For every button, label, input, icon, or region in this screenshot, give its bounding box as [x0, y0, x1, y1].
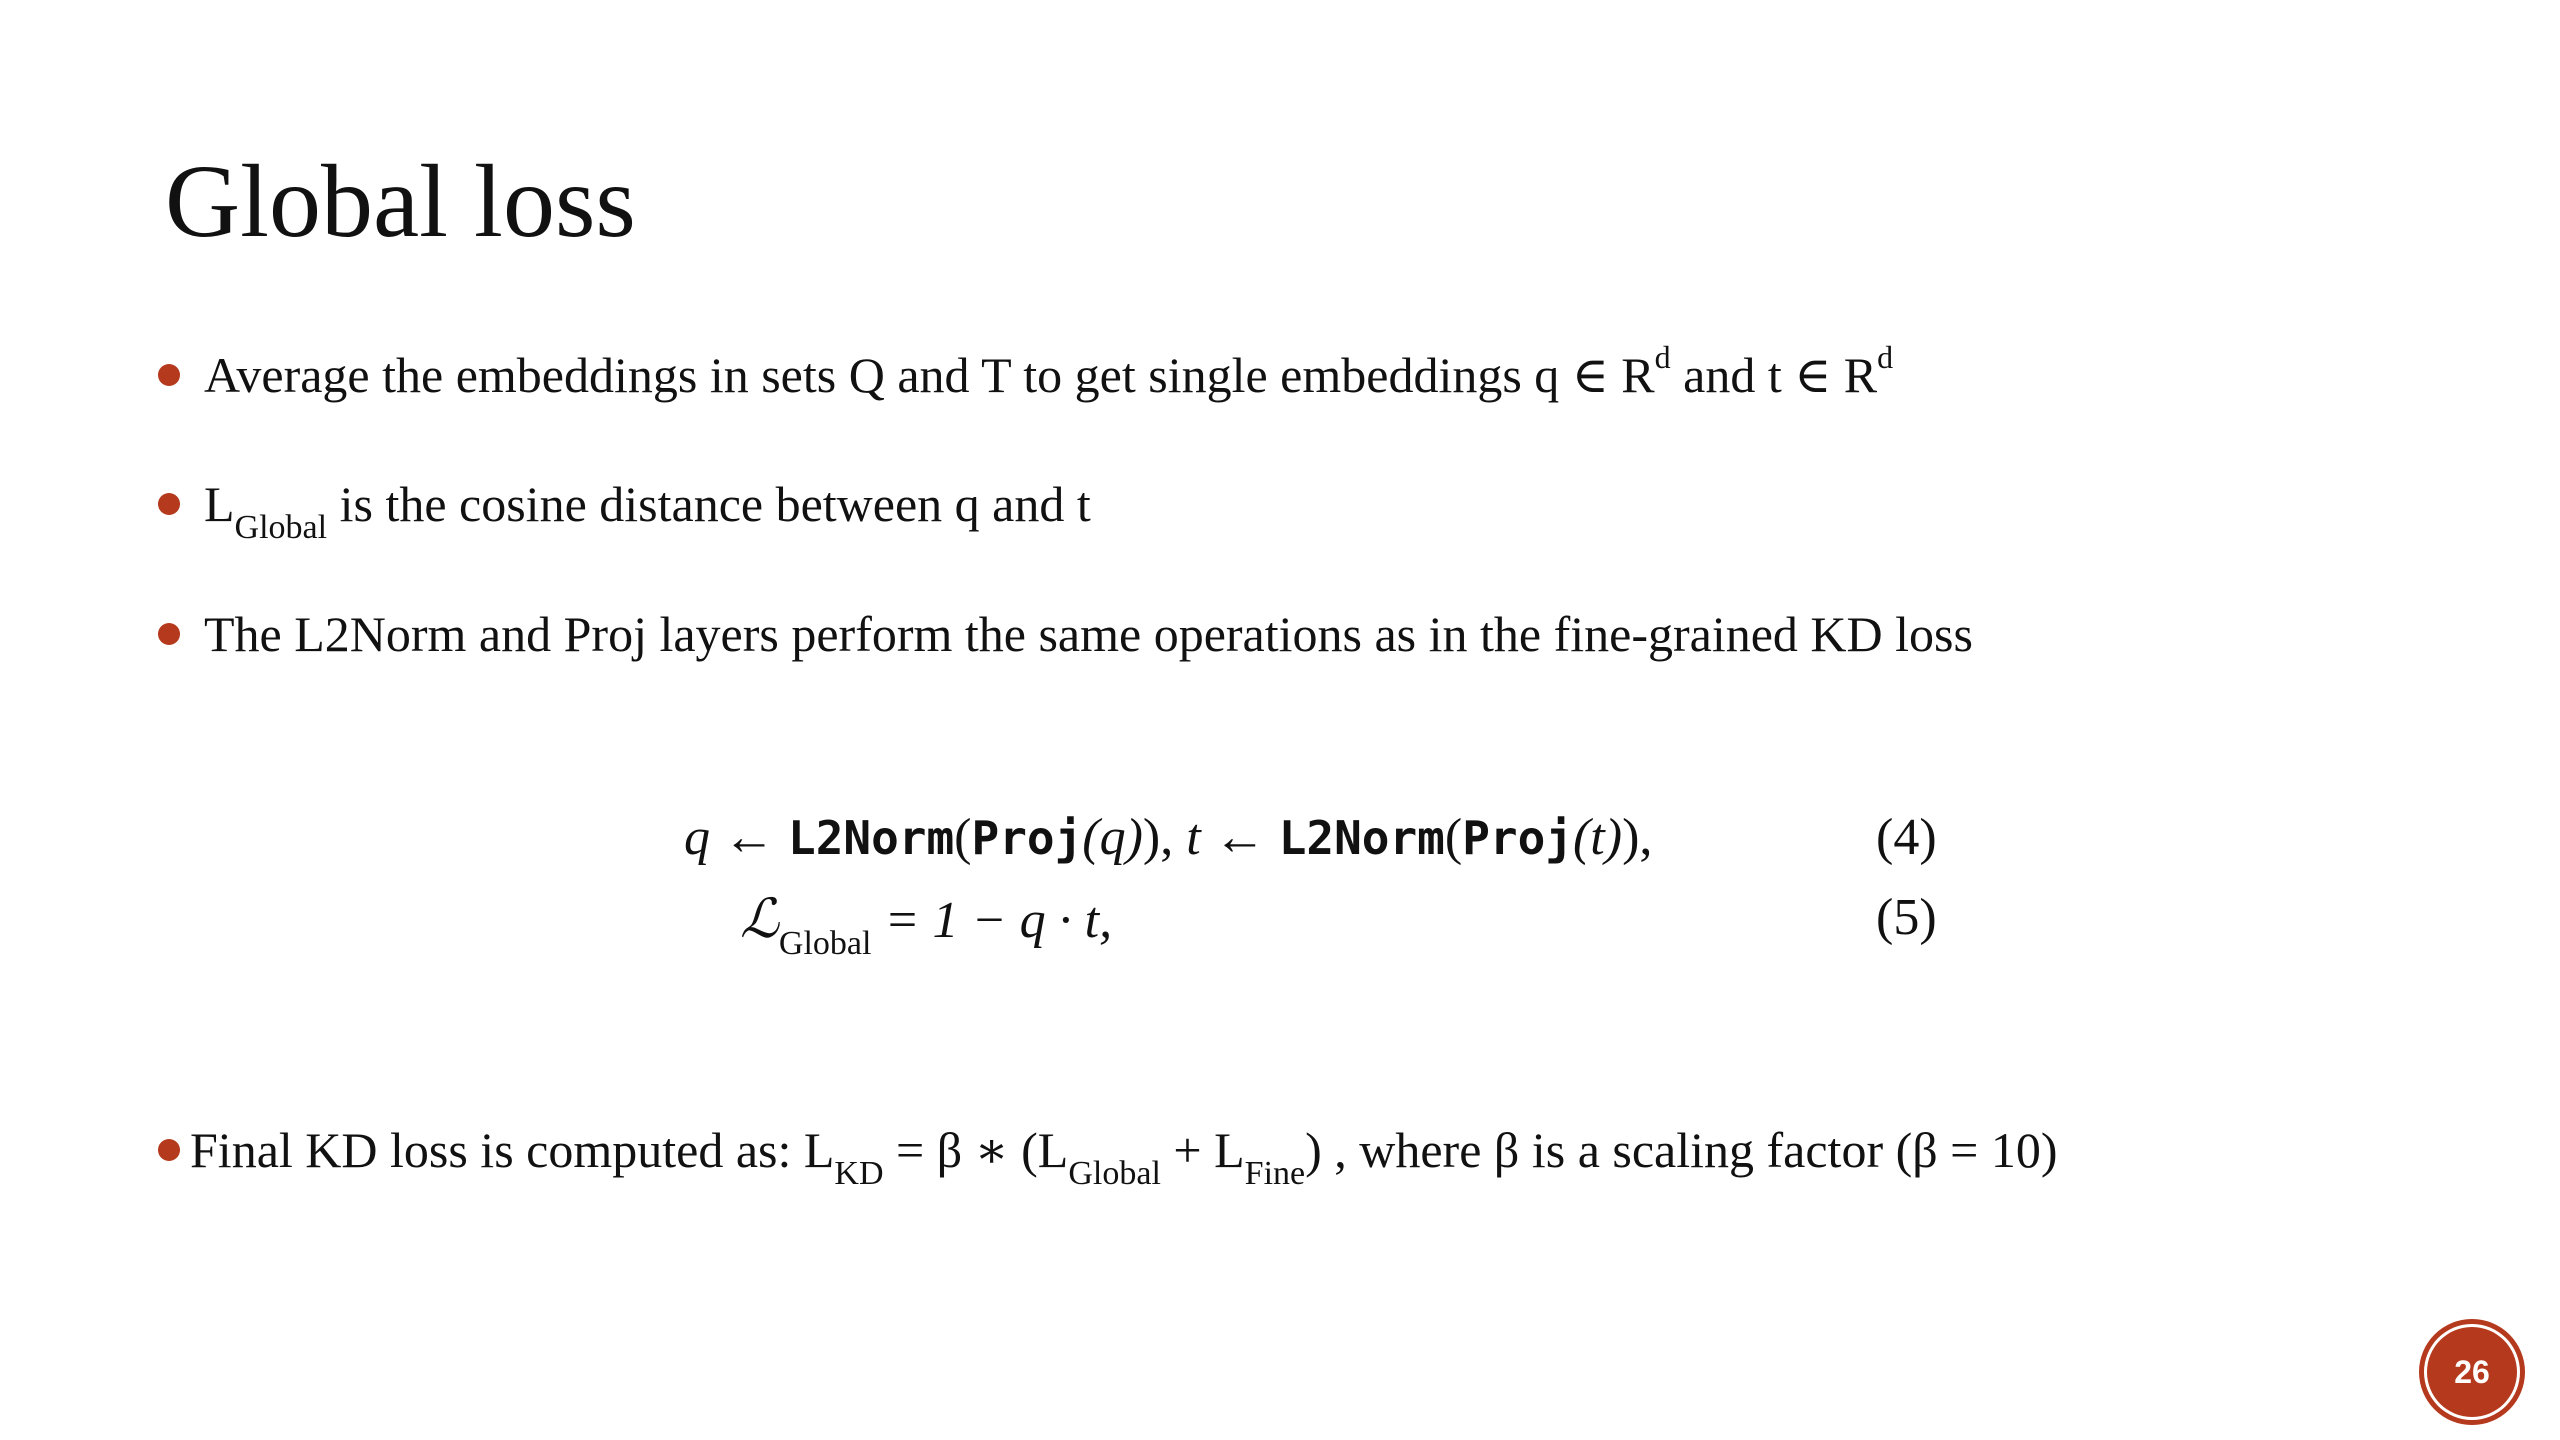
bullet-global-loss-definition: [158, 476, 1091, 546]
bullet-text: and t ∈ R: [1670, 347, 1878, 403]
subscript: Global: [778, 925, 872, 963]
equation-number-4: (4): [1876, 809, 1937, 866]
equation-number-5: (5): [1876, 889, 1937, 946]
bullet-dot-icon: [158, 1139, 180, 1161]
math-var: t: [1186, 809, 1201, 866]
bullet-layers-note: [158, 606, 1973, 662]
math-fn: L2Norm: [788, 811, 955, 865]
subscript: Global: [1068, 1155, 1161, 1192]
bullet-text: + L: [1160, 1122, 1245, 1178]
page-number: 26: [2454, 1353, 2490, 1390]
math-paren: ),: [1622, 809, 1653, 866]
math-arg: (t): [1572, 809, 1623, 866]
math-var: q: [684, 809, 710, 866]
bullet-final-kd-loss: [158, 1122, 2058, 1192]
math-fn: Proj: [971, 811, 1083, 865]
page-number-badge: [2424, 1324, 2520, 1420]
bullet-average-embeddings: [158, 339, 1894, 403]
bullet-dot-icon: [158, 623, 180, 645]
bullet-text: The L2Norm and Proj layers perform the same operations as in the fine-grained KD loss: [204, 606, 1973, 662]
math-arg: (q): [1082, 809, 1143, 866]
bullet-text: is the cosine distance between q and t: [327, 476, 1091, 532]
bullet-text: Final KD loss is computed as: L: [190, 1122, 835, 1178]
math-paren: (: [1444, 809, 1463, 866]
bullet-text: L: [204, 476, 235, 532]
math-rhs: = 1 − q · t,: [871, 892, 1113, 949]
equation-5: [740, 887, 1113, 963]
math-op: ←: [1200, 809, 1279, 866]
subscript: KD: [834, 1155, 884, 1192]
math-op: ←: [710, 809, 788, 866]
bullet-dot-icon: [158, 493, 180, 515]
bullet-dot-icon: [158, 364, 180, 386]
slide-title: Global loss: [165, 144, 636, 259]
subscript: Fine: [1244, 1155, 1306, 1192]
equation-4: [684, 809, 1653, 866]
bullet-text: ) , where β is a scaling factor (β = 10): [1305, 1122, 2058, 1178]
superscript: d: [1654, 339, 1671, 376]
bullet-text: = β ∗ (L: [883, 1122, 1069, 1178]
math-paren: (: [954, 809, 972, 866]
bullet-text: Average the embeddings in sets Q and T to get single embeddings q ∈ R: [204, 347, 1655, 403]
math-paren: ),: [1142, 809, 1187, 866]
math-script-l: ℒ: [740, 887, 779, 950]
math-fn: Proj: [1462, 811, 1573, 865]
math-fn: L2Norm: [1278, 811, 1445, 865]
superscript: d: [1877, 339, 1894, 376]
subscript: Global: [234, 509, 328, 546]
